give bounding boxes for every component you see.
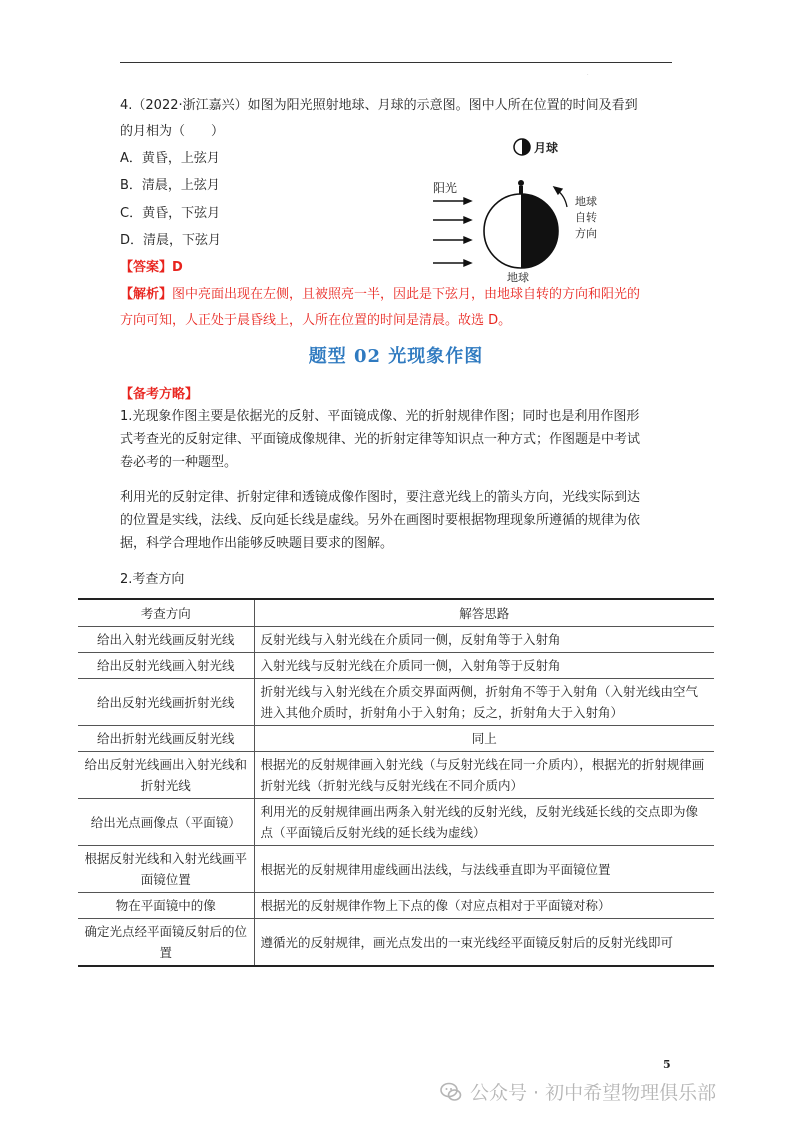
table-row [78,752,714,799]
analysis-line1 [120,285,640,305]
page-number: 5 [663,1058,671,1071]
question-stem-line1: 4.（2022·浙江嘉兴）如图为阳光照射地球、月球的示意图。图中人所在位置的时间及看到 [120,98,638,113]
analysis-label: 【解析】 [120,287,173,302]
analysis-line2: 方向可知，人正处于晨昏线上，人所在位置的时间是清晨。故选 D。 [120,313,512,328]
option-a: A．黄昏，上弦月 [120,151,220,166]
option-b: B．清晨，上弦月 [120,178,220,193]
rotation-label: 地球 自转 方向 [575,195,597,240]
table-row [78,846,714,893]
table-row [78,799,714,846]
intro-p1-line1: 1.光现象作图主要是依据光的反射、平面镜成像、光的折射规律作图；同时也是利用作图形 [120,409,640,424]
table-cell-approach: 入射光线与反射光线在介质同一侧，入射角等于反射角 [254,653,714,679]
table-cell-direction: 给出反射光线画折射光线 [78,679,254,726]
earth-icon [484,194,558,268]
moon-icon [514,139,530,155]
intro-paragraph-3: 2.考查方向 [120,572,185,587]
intro-p2-line2: 的位置是实线，法线、反向延长线是虚线。另外在画图时要根据物理现象所遵循的规律为依 [120,513,641,528]
table-cell-direction: 根据反射光线和入射光线画平面镜位置 [78,846,254,893]
table-cell-approach: 根据光的反射规律用虚线画出法线，与法线垂直即为平面镜位置 [254,846,714,893]
earth-label: 地球 [507,271,529,283]
wechat-icon [440,1081,462,1103]
intro-p1-line3: 卷必考的一种题型。 [120,455,238,470]
answer-label: 【答案】 [120,260,173,275]
table-cell-direction: 给出光点画像点（平面镜） [78,799,254,846]
intro-p2-line3: 据，科学合理地作出能够反映题目要求的图解。 [120,536,394,551]
table-cell-approach: 反射光线与入射光线在介质同一侧，反射角等于入射角 [254,627,714,653]
sun-earth-moon-figure [425,133,625,283]
intro-p1-line2: 式考查光的反射定律、平面镜成像规律、光的折射定律等知识点一种方式；作图题是中考试 [120,432,641,447]
intro-p2-line1: 利用光的反射定律、折射定律和透镜成像作图时，要注意光线上的箭头方向，光线实际到达 [120,490,641,505]
rotation-arrow-icon [554,187,567,207]
sunlight-arrows [433,198,471,266]
table-row [78,627,714,653]
table-header-row [78,599,714,627]
table-cell-approach: 利用光的反射规律画出两条入射光线的反射光线，反射光线延长线的交点即为像点（平面镜后反射光线的延长线为虚线） [254,799,714,846]
beikao-label: 【备考方略】 [120,387,199,402]
table-cell-approach: 折射光线与入射光线在介质交界面两侧，折射角不等于入射角（入射光线由空气进入其他介质时，折射角小于入射角；反之，折射角大于入射角） [254,679,714,726]
table-cell-direction: 给出反射光线画出入射光线和折射光线 [78,752,254,799]
intro-paragraph-1 [120,405,640,474]
person-icon [518,180,524,194]
table-cell-direction: 给出入射光线画反射光线 [78,627,254,653]
table-cell-approach: 根据光的反射规律画入射光线（与反射光线在同一介质内），根据光的折射规律画折射光线（折射光线与反射光线在不同介质内） [254,752,714,799]
option-c: C．黄昏，下弦月 [120,206,221,221]
analysis-text-1: 图中亮面出现在左侧，且被照亮一半，因此是下弦月，由地球自转的方向和阳光的 [172,287,641,302]
table-row [78,653,714,679]
table-row [78,919,714,967]
header-mark: · [587,72,589,78]
table-cell-approach: 同上 [254,726,714,752]
header-rule [120,62,672,63]
table-cell-approach: 遵循光的反射规律，画光点发出的一束光线经平面镜反射后的反射光线即可 [254,919,714,967]
table-row [78,893,714,919]
table-cell-direction: 确定光点经平面镜反射后的位置 [78,919,254,967]
answer-value: D [172,260,183,275]
watermark [440,1078,716,1105]
table-cell-direction: 物在平面镜中的像 [78,893,254,919]
exam-direction-table [78,598,714,967]
table-row [78,726,714,752]
intro-paragraph-2 [120,486,640,555]
moon-label: 月球 [534,141,559,155]
table-cell-approach: 根据光的反射规律作物上下点的像（对应点相对于平面镜对称） [254,893,714,919]
question-stem-line2: 的月相为（ ） [120,124,225,139]
section-title: 题型 02 光现象作图 [308,346,484,367]
table-cell-direction: 给出反射光线画入射光线 [78,653,254,679]
table-header-direction: 考查方向 [78,599,254,627]
option-d: D．清晨，下弦月 [120,233,222,248]
answer [120,258,183,278]
table-header-approach: 解答思路 [254,599,714,627]
sun-label: 阳光 [433,181,458,195]
table-cell-direction: 给出折射光线画反射光线 [78,726,254,752]
table-row [78,679,714,726]
watermark-text: 公众号 · 初中希望物理俱乐部 [470,1082,717,1104]
